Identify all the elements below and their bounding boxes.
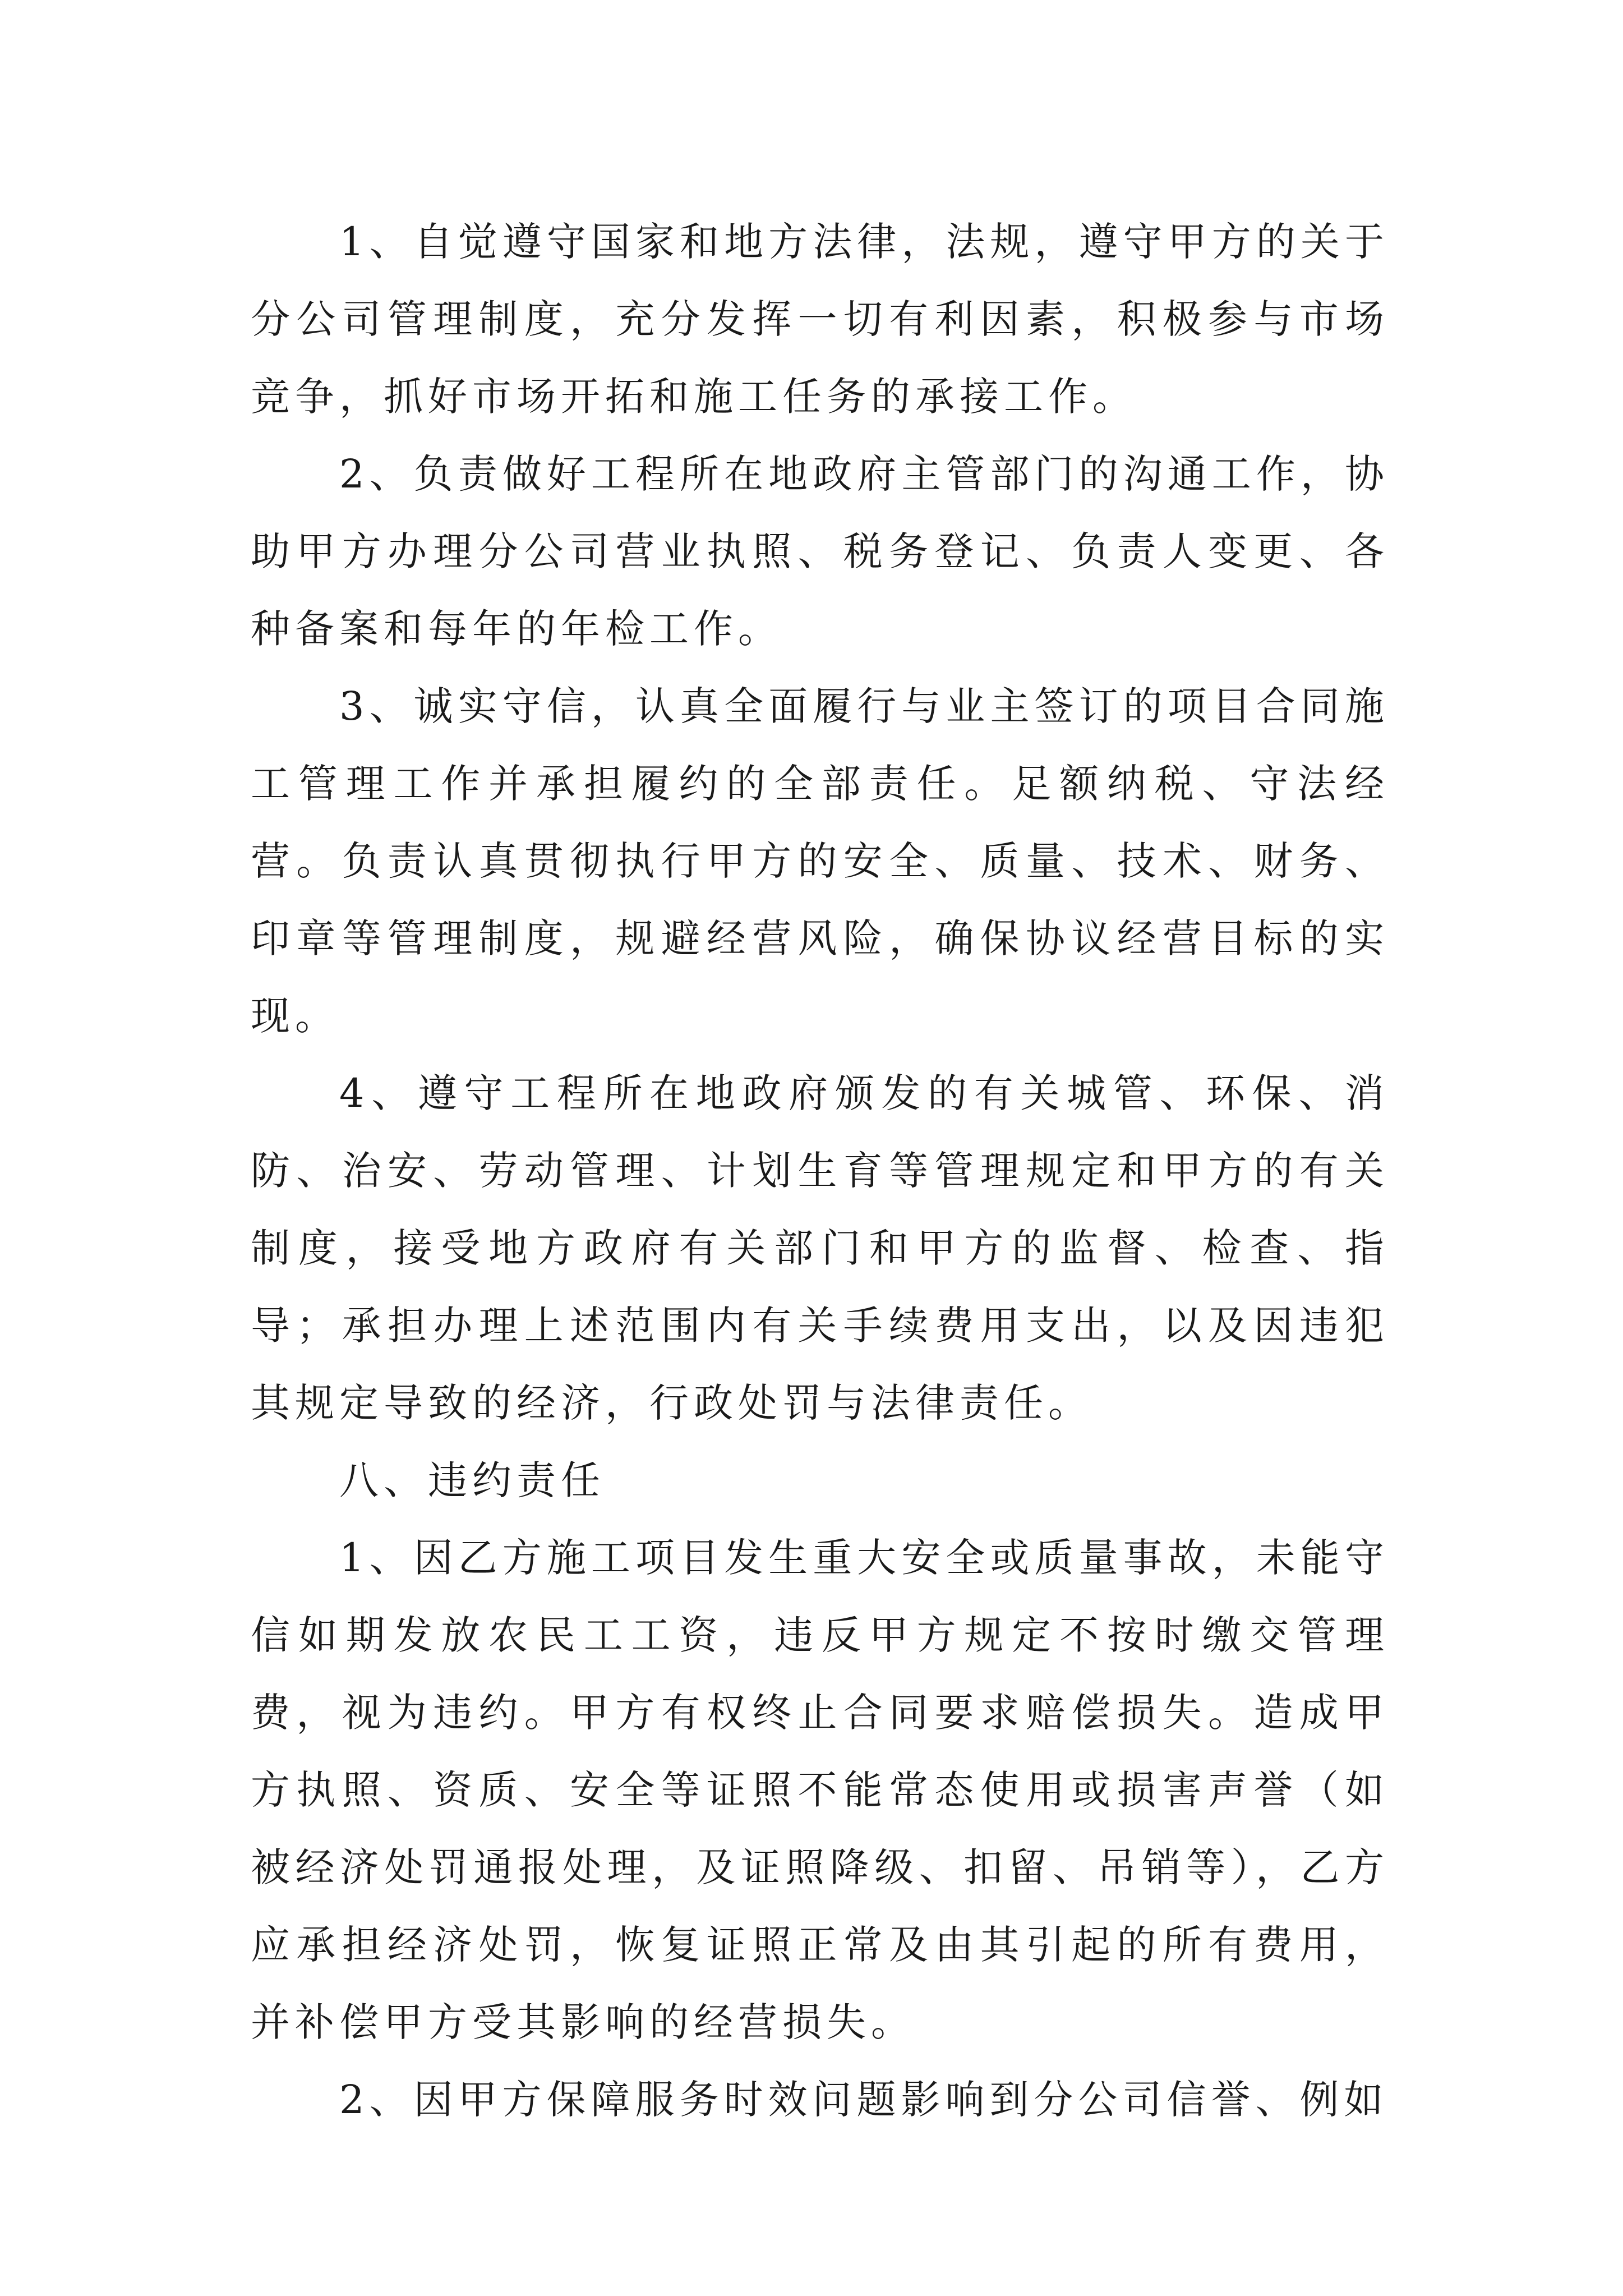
paragraph-breach-1: 1、因乙方施工项目发生重大安全或质量事故，未能守信如期发放农民工工资，违反甲方规定不按时缴交管理费，视为违约。甲方有权终止合同要求赔偿损失。造成甲方执照、资质、安全等证照不能常态使用或损害声誉（如被经济处罚通报处理，及证照降级、扣留、吊销等），乙方应承担经济处罚，恢复证照正常及由其引起的所有费用，并补偿甲方受其影响的经营损失。 <box>251 1535 1389 2045</box>
paragraph-duty-3: 3、诚实守信，认真全面履行与业主签订的项目合同施工管理工作并承担履约的全部责任。足额纳税、守法经营。负责认真贯彻执行甲方的安全、质量、技术、财务、印章等管理制度，规避经营风险，确保协议经营目标的实现。 <box>251 683 1389 1039</box>
document-body <box>251 203 1389 2138</box>
paragraph-breach-2: 2、因甲方保障服务时效问题影响到分公司信誉、例如 <box>339 2077 1389 2123</box>
paragraph-duty-1: 1、自觉遵守国家和地方法律，法规，遵守甲方的关于分公司管理制度，充分发挥一切有利因素，积极参与市场竞争，抓好市场开拓和施工任务的承接工作。 <box>251 219 1389 420</box>
paragraph-duty-4: 4、遵守工程所在地政府颁发的有关城管、环保、消防、治安、劳动管理、计划生育等管理规定和甲方的有关制度，接受地方政府有关部门和甲方的监督、检查、指导；承担办理上述范围内有关手续费用支出，以及因违犯其规定导致的经济，行政处罚与法律责任。 <box>251 1070 1389 1426</box>
paragraph-duty-2: 2、负责做好工程所在地政府主管部门的沟通工作，协助甲方办理分公司营业执照、税务登记、负责人变更、各种备案和每年的年检工作。 <box>251 451 1389 652</box>
section-heading-breach-liability: 八、违约责任 <box>339 1457 605 1503</box>
